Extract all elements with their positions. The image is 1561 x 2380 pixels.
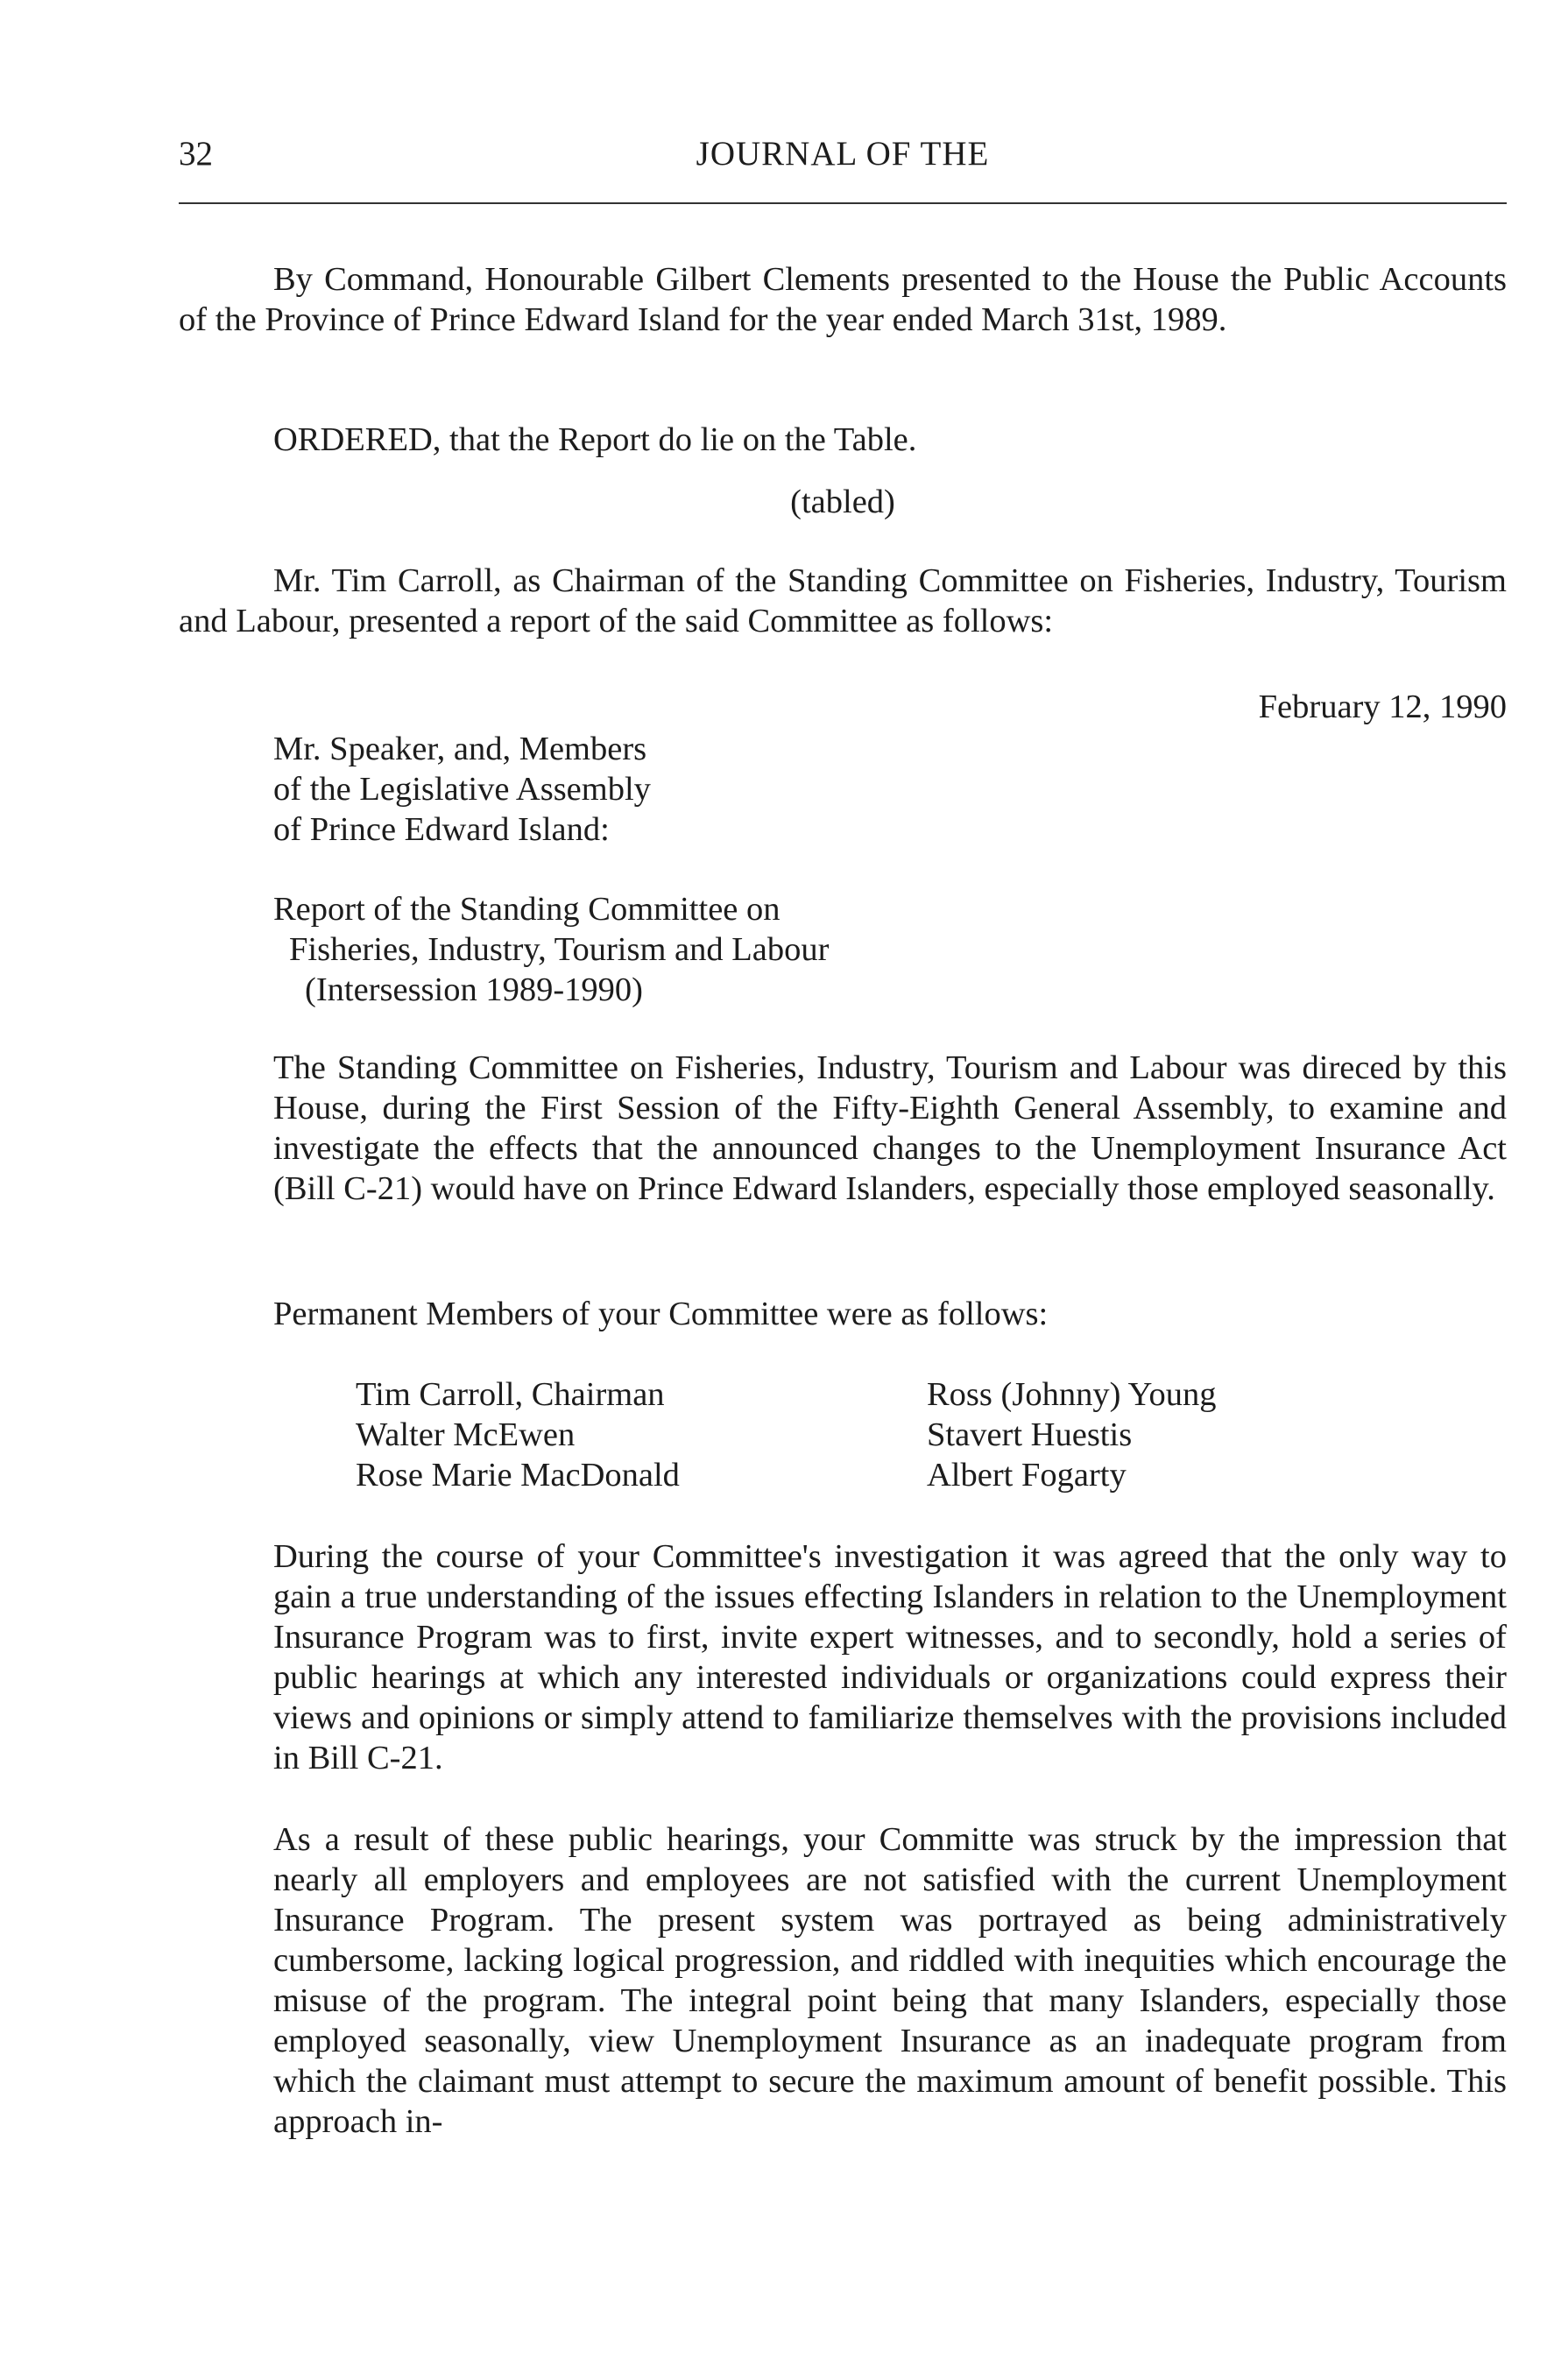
letter-body-paragraph: The Standing Committee on Fisheries, Industry, Tourism and Labour was direced by this House, during the First Session of the Fifty-Eighth General Assembly, to examine and investigate the effects that the announced changes to the Unemployment Insurance Act (Bill C-21) would have on Prince Edward Islanders, especially those employed seasonally. xyxy=(273,1049,1507,1207)
letter-date: February 12, 1990 xyxy=(1258,689,1507,725)
header-rule xyxy=(179,202,1507,204)
member-name: Walter McEwen xyxy=(356,1416,576,1453)
salutation-line: of the Legislative Assembly xyxy=(273,771,651,808)
command-paragraph: By Command, Honourable Gilbert Clements presented to the House the Public Accounts of the Province of Prince Edward Island for the year ended March 31st, 1989. xyxy=(179,261,1507,338)
page-number: 32 xyxy=(179,135,213,173)
members-right-column xyxy=(927,1374,1217,1495)
investigation-paragraph: During the course of your Committee's investigation it was agreed that the only way to gain a true understanding of the issues effecting Islanders in relation to the Unemployment Insurance Program was to first, invite expert witnesses, and to secondly, hold a series of public hearings at which any interested individuals or organizations could express their views and opinions or simply attend to familiarize themselves with the provisions included in Bill C-21. xyxy=(273,1538,1507,1776)
report-title-line: Report of the Standing Committee on xyxy=(273,891,780,928)
salutation xyxy=(273,729,651,850)
member-name: Stavert Huestis xyxy=(927,1416,1133,1453)
carroll-paragraph: Mr. Tim Carroll, as Chairman of the Standing Committee on Fisheries, Industry, Tourism and Labour, presented a report of the said Committee as follows: xyxy=(179,562,1507,639)
members-left-column xyxy=(356,1374,680,1495)
report-title xyxy=(273,889,829,1010)
member-name: Rose Marie MacDonald xyxy=(356,1457,680,1494)
report-title-line: Fisheries, Industry, Tourism and Labour xyxy=(289,931,830,968)
salutation-line: Mr. Speaker, and, Members xyxy=(273,731,647,767)
member-name: Ross (Johnny) Young xyxy=(927,1376,1217,1413)
running-head: JOURNAL OF THE xyxy=(696,135,990,173)
ordered-paragraph: ORDERED, that the Report do lie on the Table. xyxy=(273,421,917,458)
tabled-note: (tabled) xyxy=(790,484,895,520)
member-name: Albert Fogarty xyxy=(927,1457,1127,1494)
members-intro: Permanent Members of your Committee were as follows: xyxy=(273,1296,1049,1332)
member-name: Tim Carroll, Chairman xyxy=(356,1376,665,1413)
page-header xyxy=(179,130,1507,182)
salutation-line: of Prince Edward Island: xyxy=(273,811,610,848)
hearings-paragraph: As a result of these public hearings, your Committe was struck by the impression that nearly all employers and employees are not satisfied with the current Unemployment Insurance Program. The present system was portrayed as being administratively cumbersome, lacking logical progression, and riddled with inequities which encourage the misuse of the program. The integral point being that many Islanders, especially those employed seasonally, view Unemployment Insurance as an inadequate program from which the claimant must attempt to secure the maximum amount of benefit possible. This approach in- xyxy=(273,1821,1507,2140)
report-title-line: (Intersession 1989-1990) xyxy=(305,971,643,1008)
